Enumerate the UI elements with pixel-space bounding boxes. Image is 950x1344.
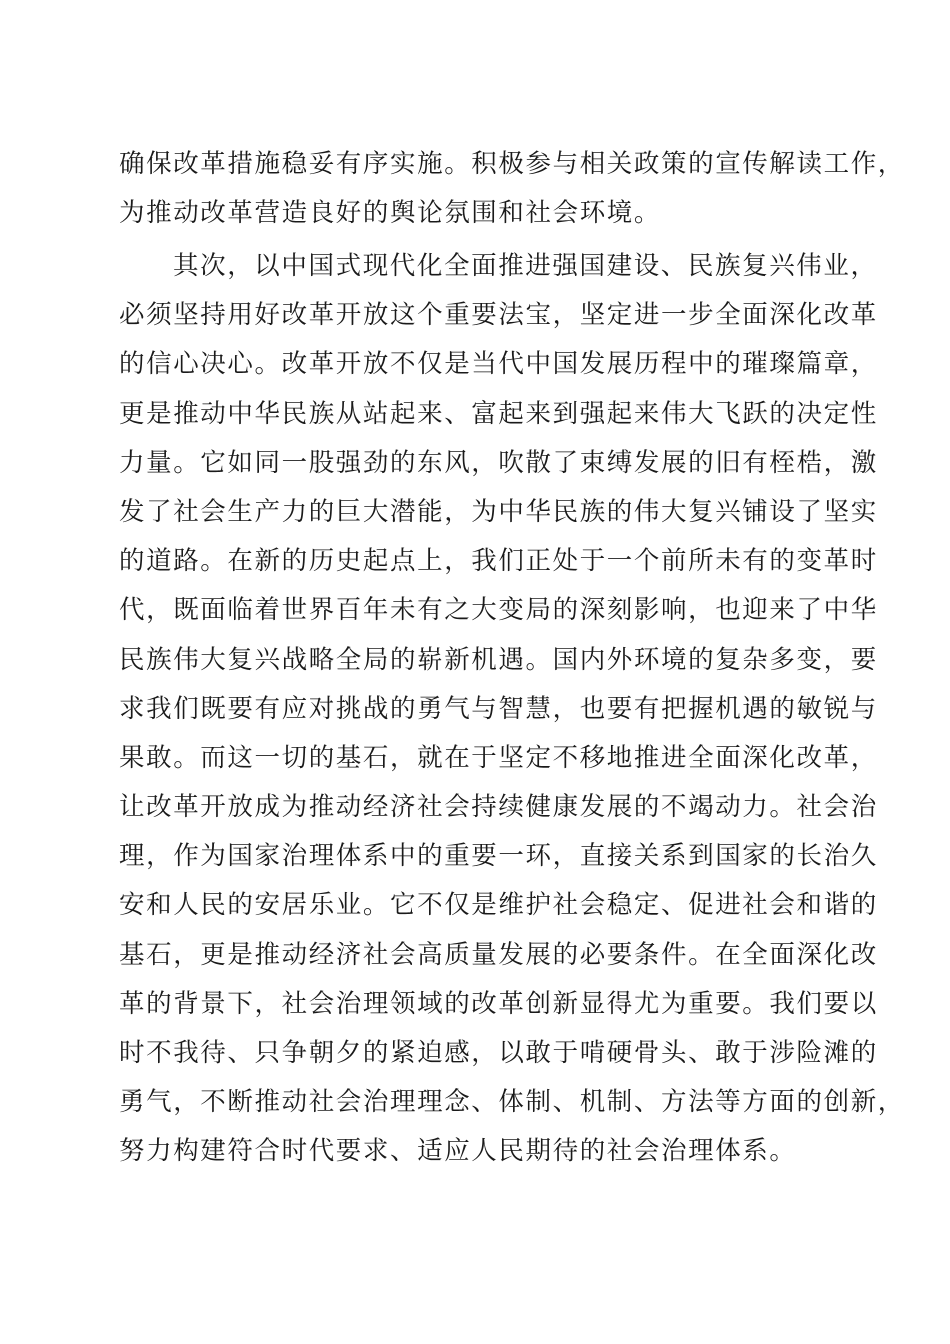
text-line: 努力构建符合时代要求、适应人民期待的社会治理体系。	[119, 1136, 797, 1167]
text-line: 的道路。在新的历史起点上，我们正处于一个前所未有的变革时	[119, 546, 878, 577]
text-line: 革的背景下，社会治理领域的改革创新显得尤为重要。我们要以	[119, 988, 878, 1019]
text-line: 代，既面临着世界百年未有之大变局的深刻影响，也迎来了中华	[119, 595, 878, 626]
text-line-first: 其次，以中国式现代化全面推进强国建设、民族复兴伟业，	[173, 251, 878, 281]
text-line: 确保改革措施稳妥有序实施。积极参与相关政策的宣传解读工作，	[119, 149, 905, 179]
text-line: 求我们既要有应对挑战的勇气与智慧，也要有把握机遇的敏锐与	[119, 693, 878, 724]
text-line: 为推动改革营造良好的舆论氛围和社会环境。	[119, 198, 662, 229]
paragraph-body	[119, 242, 905, 1177]
text-line: 时不我待、只争朝夕的紧迫感，以敢于啃硬骨头、敢于涉险滩的	[119, 1038, 878, 1068]
text-line: 理，作为国家治理体系中的重要一环，直接关系到国家的长治久	[119, 841, 878, 872]
text-line: 勇气，不断推动社会治理理念、体制、机制、方法等方面的创新，	[119, 1087, 905, 1118]
text-line: 让改革开放成为推动经济社会持续健康发展的不竭动力。社会治	[119, 792, 878, 823]
text-line: 更是推动中华民族从站起来、富起来到强起来伟大飞跃的决定性	[119, 398, 878, 429]
text-line: 力量。它如同一股强劲的东风，吹散了束缚发展的旧有桎梏，激	[119, 447, 878, 478]
text-line: 基石，更是推动经济社会高质量发展的必要条件。在全面深化改	[119, 939, 878, 970]
paragraph-continuation	[119, 140, 905, 238]
text-line: 果敢。而这一切的基石，就在于坚定不移地推进全面深化改革，	[119, 742, 878, 773]
text-line: 发了社会生产力的巨大潜能，为中华民族的伟大复兴铺设了坚实	[119, 496, 878, 527]
text-line: 民族伟大复兴战略全局的崭新机遇。国内外环境的复杂多变，要	[119, 644, 878, 675]
text-line: 必须坚持用好改革开放这个重要法宝，坚定进一步全面深化改革	[119, 300, 878, 331]
text-line: 的信心决心。改革开放不仅是当代中国发展历程中的璀璨篇章，	[119, 349, 878, 380]
text-line: 安和人民的安居乐业。它不仅是维护社会稳定、促进社会和谐的	[119, 890, 878, 921]
